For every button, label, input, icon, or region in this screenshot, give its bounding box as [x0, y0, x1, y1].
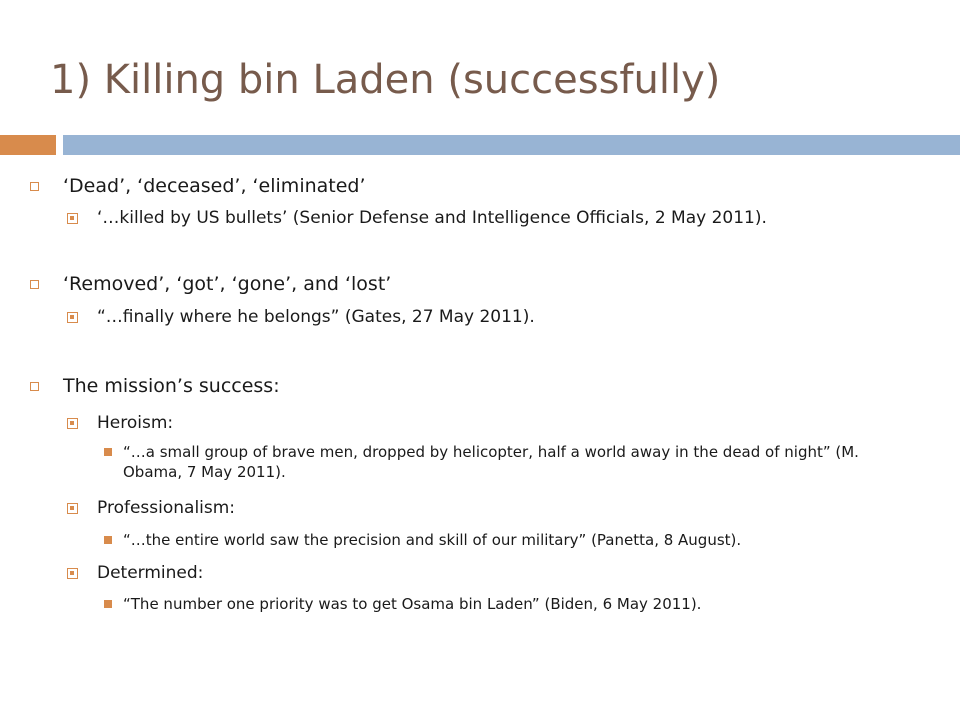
slide-title: 1) Killing bin Laden (successfully)	[50, 57, 721, 103]
hollow-square-icon	[30, 182, 39, 191]
list-item: Professionalism:	[97, 498, 236, 518]
solid-square-icon	[104, 600, 112, 608]
list-item: “The number one priority was to get Osama bin Laden” (Biden, 6 May 2011).	[123, 595, 702, 613]
list-item: “…a small group of brave men, dropped by helicopter, half a world away in the dead of night” (M. Obama, 7 May 2011).	[123, 443, 859, 481]
list-item: ‘…killed by US bullets’ (Senior Defense and Intelligence Officials, 2 May 2011).	[97, 208, 767, 228]
list-item: “…the entire world saw the precision and skill of our military” (Panetta, 8 August).	[123, 531, 742, 549]
boxed-square-icon	[67, 503, 78, 514]
list-item: Heroism:	[97, 413, 174, 433]
list-item: The mission’s success:	[63, 375, 280, 397]
boxed-square-icon	[67, 312, 78, 323]
hollow-square-icon	[30, 280, 39, 289]
hollow-square-icon	[30, 382, 39, 391]
list-item: ‘Dead’, ‘deceased’, ‘eliminated’	[63, 175, 366, 197]
boxed-square-icon	[67, 418, 78, 429]
boxed-square-icon	[67, 568, 78, 579]
list-item: ‘Removed’, ‘got’, ‘gone’, and ‘lost’	[63, 273, 392, 295]
solid-square-icon	[104, 448, 112, 456]
list-item: Determined:	[97, 563, 204, 583]
list-item: “…finally where he belongs” (Gates, 27 May 2011).	[97, 307, 535, 327]
boxed-square-icon	[67, 213, 78, 224]
solid-square-icon	[104, 536, 112, 544]
